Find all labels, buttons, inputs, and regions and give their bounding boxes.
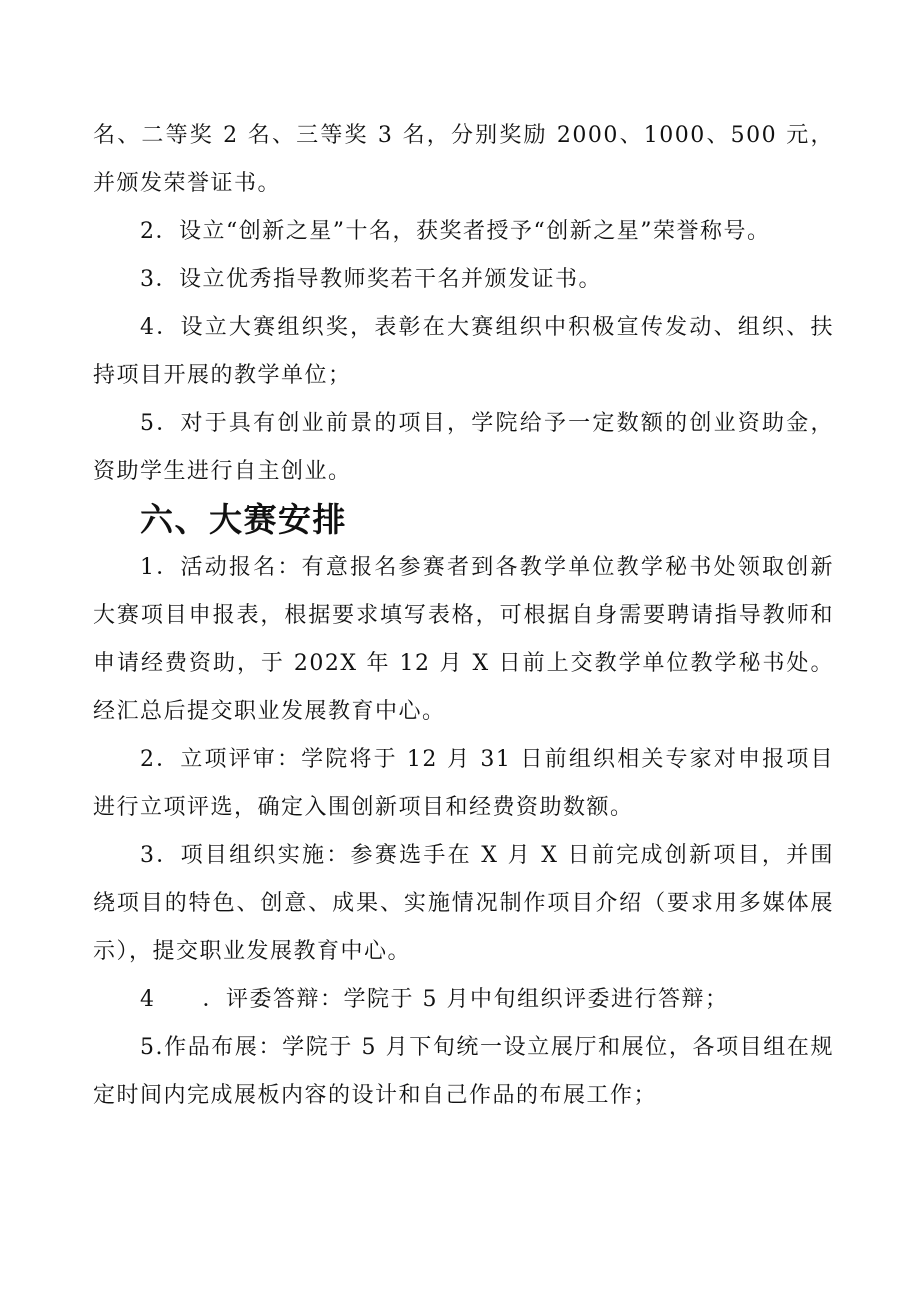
award-continuation-paragraph: 名、二等奖 2 名、三等奖 3 名，分别奖励 2000、1000、500 元，并颁发荣誉证书。: [93, 123, 834, 196]
organization-award-item: 4．设立大赛组织奖，表彰在大赛组织中积极宣传发动、组织、扶持项目开展的教学单位；: [93, 315, 834, 388]
section-heading-schedule: 六、大赛安排: [140, 500, 347, 539]
innovation-star-item: 2．设立“创新之星”十名，获奖者授予“创新之星”荣誉称号。: [140, 219, 771, 244]
exhibition-item: 5.作品布展：学院于 5 月下旬统一设立展厅和展位，各项目组在规定时间内完成展板内容的设计和自己作品的布展工作；: [93, 1035, 834, 1108]
review-item: 2．立项评审：学院将于 12 月 31 日前组织相关专家对申报项目进行立项评选，确定入围创新项目和经费资助数额。: [93, 747, 834, 820]
teacher-award-item: 3．设立优秀指导教师奖若干名并颁发证书。: [140, 267, 602, 292]
registration-item: 1．活动报名：有意报名参赛者到各教学单位教学秘书处领取创新大赛项目申报表，根据要求填写表格，可根据自身需要聘请指导教师和申请经费资助，于 202X 年 12 月 X 日前上交教学单位教学秘书处。经汇总后提交职业发展教育中心。: [93, 555, 834, 724]
implementation-item: 3．项目组织实施：参赛选手在 X 月 X 日前完成创新项目，并围绕项目的特色、创意、成果、实施情况制作项目介绍（要求用多媒体展示），提交职业发展教育中心。: [93, 843, 834, 964]
defense-item: 4 ．评委答辩：学院于 5 月中旬组织评委进行答辩；: [140, 987, 729, 1012]
startup-fund-item: 5．对于具有创业前景的项目，学院给予一定数额的创业资助金，资助学生进行自主创业。: [93, 411, 834, 484]
